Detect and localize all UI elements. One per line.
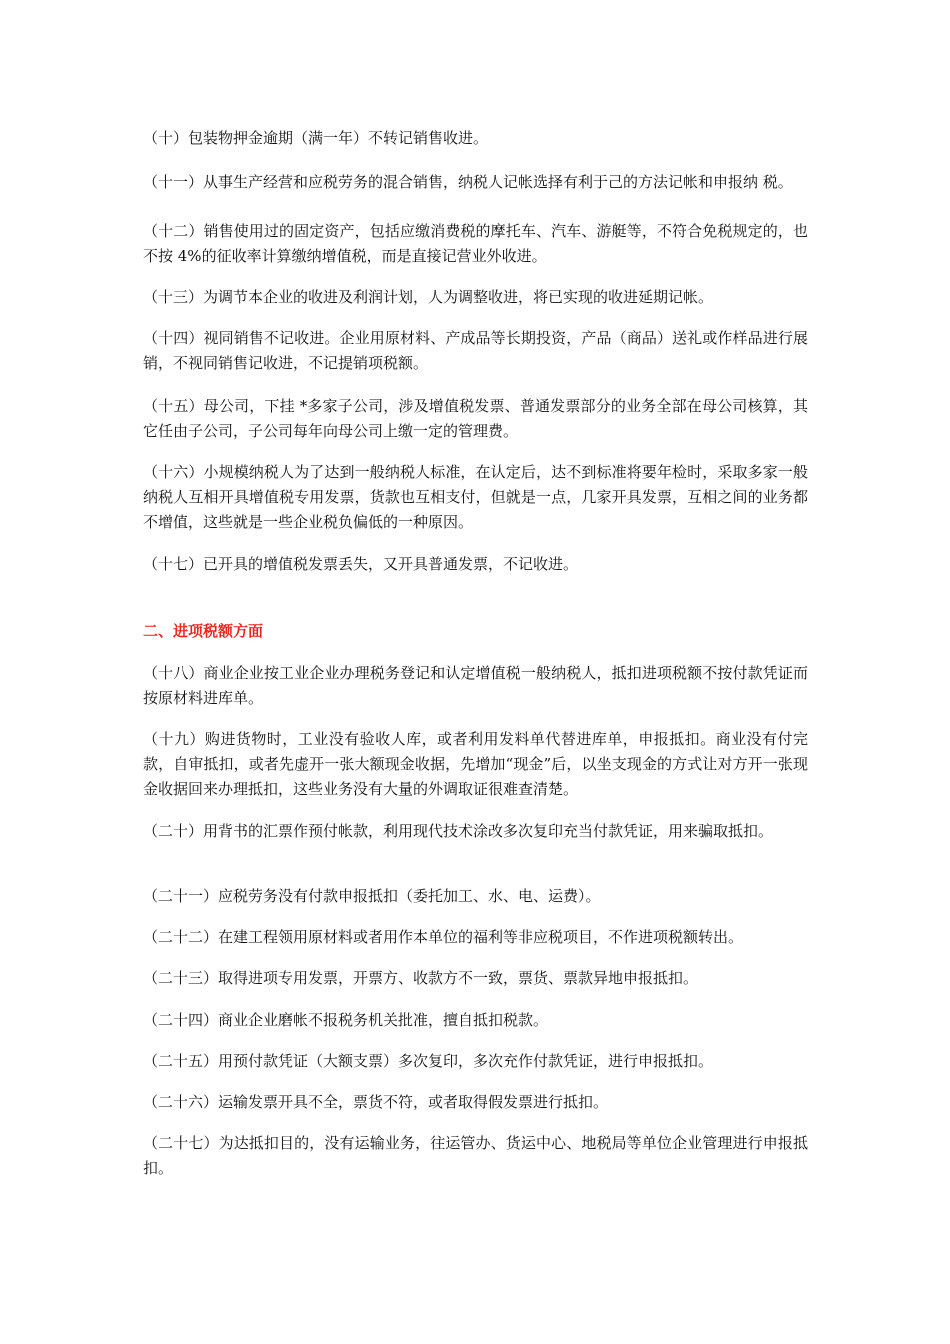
paragraph-item-19: （十九）购进货物时，工业没有验收人库，或者利用发料单代替进库单，申报抵扣。商业没有付完款，自审抵扣，或者先虚开一张大额现金收据，先增加“现金”后，以坐支现金的方式让对方开一张现金收据回来办理抵扣，这些业务没有大量的外调取证很难查清楚。 (143, 730, 808, 798)
paragraph-item-26: （二十六）运输发票开具不全，票货不符，或者取得假发票进行抵扣。 (143, 1093, 609, 1111)
paragraph-item-27: （二十七）为达抵扣目的，没有运输业务，往运管办、货运中心、地税局等单位企业管理进行申报抵扣。 (143, 1134, 808, 1177)
paragraph-item-14: （十四）视同销售不记收进。企业用原材料、产成品等长期投资，产品（商品）送礼或作样品进行展销，不视同销售记收进，不记提销项税额。 (143, 329, 808, 372)
paragraph-item-11: （十一）从事生产经营和应税劳务的混合销售，纳税人记帐选择有利于己的方法记帐和申报纳 税。 (143, 173, 793, 191)
section-heading-input-tax: 二、进项税额方面 (143, 622, 264, 640)
paragraph-item-15: （十五）母公司，下挂 *多家子公司，涉及增值税发票、普通发票部分的业务全部在母公司核算，其它任由子公司，子公司每年向母公司上缴一定的管理费。 (143, 397, 808, 440)
paragraph-item-22: （二十二）在建工程领用原材料或者用作本单位的福利等非应税项目，不作进项税额转出。 (143, 928, 744, 946)
paragraph-item-21: （二十一）应税劳务没有付款申报抵扣（委托加工、水、电、运费）。 (143, 887, 601, 905)
paragraph-item-24: （二十四）商业企业磨帐不报税务机关批准，擅自抵扣税款。 (143, 1011, 549, 1029)
paragraph-item-17: （十七）已开具的增值税发票丢失，又开具普通发票，不记收进。 (143, 555, 579, 573)
paragraph-item-25: （二十五）用预付款凭证（大额支票）多次复印，多次充作付款凭证，进行申报抵扣。 (143, 1052, 714, 1070)
paragraph-item-16: （十六）小规模纳税人为了达到一般纳税人标准，在认定后，达不到标准将要年检时，采取多家一般纳税人互相开具增值税专用发票，货款也互相支付，但就是一点，几家开具发票，互相之间的业务都不增值，这些就是一些企业税负偏低的一种原因。 (143, 463, 808, 531)
paragraph-item-12: （十二）销售使用过的固定资产，包括应缴消费税的摩托车、汽车、游艇等，不符合免税规定的，也不按 4%的征收率计算缴纳增值税，而是直接记营业外收进。 (143, 222, 808, 265)
paragraph-item-18: （十八）商业企业按工业企业办理税务登记和认定增值税一般纳税人，抵扣进项税额不按付款凭证而按原材料进库单。 (143, 664, 808, 707)
paragraph-item-20: （二十）用背书的汇票作预付帐款，利用现代技术涂改多次复印充当付款凭证，用来骗取抵扣。 (143, 822, 774, 840)
paragraph-item-23: （二十三）取得进项专用发票，开票方、收款方不一致，票货、票款异地申报抵扣。 (143, 969, 699, 987)
paragraph-item-13: （十三）为调节本企业的收进及利润计划，人为调整收进，将已实现的收进延期记帐。 (143, 288, 714, 306)
paragraph-item-10: （十）包装物押金逾期（满一年）不转记销售收进。 (143, 129, 489, 147)
